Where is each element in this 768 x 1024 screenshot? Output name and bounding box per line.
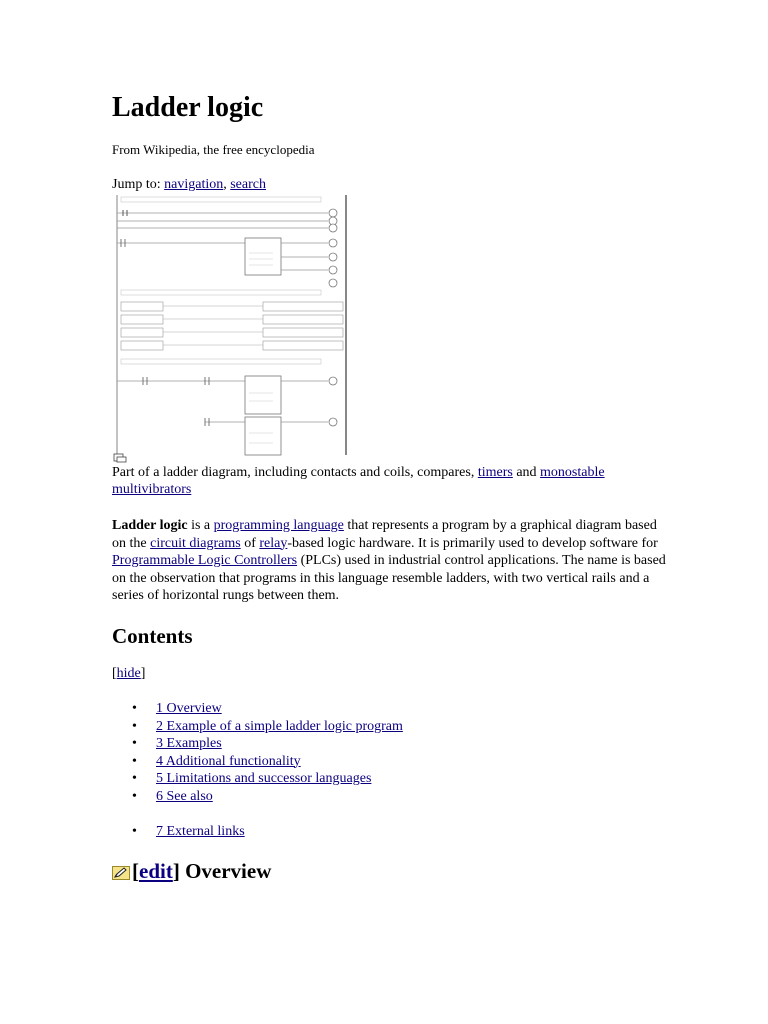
site-subtitle: From Wikipedia, the free encyclopedia <box>112 142 315 157</box>
pencil-edit-icon[interactable] <box>112 866 130 880</box>
link-circuit-diagrams[interactable]: circuit diagrams <box>150 535 241 551</box>
jump-to-label: Jump to: <box>112 177 165 192</box>
toc-item <box>112 788 403 806</box>
toc-hide-link[interactable]: hide <box>116 666 141 681</box>
link-relay[interactable]: relay <box>259 535 288 551</box>
toc-item <box>112 700 403 718</box>
section-title: Overview <box>179 859 272 883</box>
section-heading-overview <box>112 858 271 884</box>
toc-link-limitations[interactable]: 5 Limitations and successor languages <box>156 771 372 786</box>
link-plc[interactable]: Programmable Logic Controllers <box>112 553 298 568</box>
ladder-diagram-image[interactable] <box>113 193 349 463</box>
toc-link-overview[interactable]: 1 Overview <box>156 701 222 716</box>
toc-link-see-also[interactable]: 6 See also <box>156 788 213 804</box>
intro-text: is a <box>187 518 214 533</box>
toc-item <box>112 823 403 841</box>
bracket-close: ] <box>140 666 146 681</box>
jump-separator: , <box>223 177 231 192</box>
page-title: Ladder logic <box>112 92 264 123</box>
intro-paragraph <box>112 517 672 605</box>
toc-item <box>112 770 403 788</box>
toc-link-additional-functionality[interactable]: 4 Additional functionality <box>156 753 301 769</box>
contents-heading: Contents <box>112 624 193 648</box>
intro-text: (PLCs) used in industrial control applications. The name is based on the observation that programs in this language resemble ladders, with two vertical rails and a series of horizontal rungs between them. <box>112 553 666 603</box>
toc-item <box>112 735 403 753</box>
toc-link-external-links[interactable]: 7 External links <box>156 823 245 839</box>
toc-list <box>112 700 403 840</box>
toc-link-example[interactable]: 2 Example of a simple ladder logic program <box>156 718 403 734</box>
bracket-close: ] <box>172 859 180 883</box>
bracket-open: [ <box>132 859 139 883</box>
toc-item <box>112 753 403 771</box>
jump-navigation-link[interactable]: navigation <box>164 177 224 192</box>
intro-text: -based logic hardware. It is primarily used to develop software for <box>287 535 658 551</box>
jump-search-link[interactable]: search <box>230 177 266 192</box>
link-programming-language[interactable]: programming language <box>213 518 344 533</box>
caption-link-timers[interactable]: timers <box>477 465 513 480</box>
caption-link-monostable[interactable]: monostable multivibrators <box>112 465 605 497</box>
intro-bold-term: Ladder logic <box>112 518 188 533</box>
jump-to-bar <box>112 176 266 194</box>
bracket-open: [ <box>112 666 117 681</box>
caption-text: Part of a ladder diagram, including contacts and coils, compares, <box>112 465 478 480</box>
intro-text: of <box>240 535 260 551</box>
intro-text: that represents a program by a graphical diagram based on the <box>112 518 657 551</box>
toc-item <box>112 718 403 736</box>
toc-link-examples[interactable]: 3 Examples <box>156 736 222 751</box>
figure-caption <box>112 464 672 498</box>
toc-toggle <box>112 665 145 683</box>
caption-text-and: and <box>512 465 541 480</box>
section-edit-link[interactable]: edit <box>139 859 173 883</box>
